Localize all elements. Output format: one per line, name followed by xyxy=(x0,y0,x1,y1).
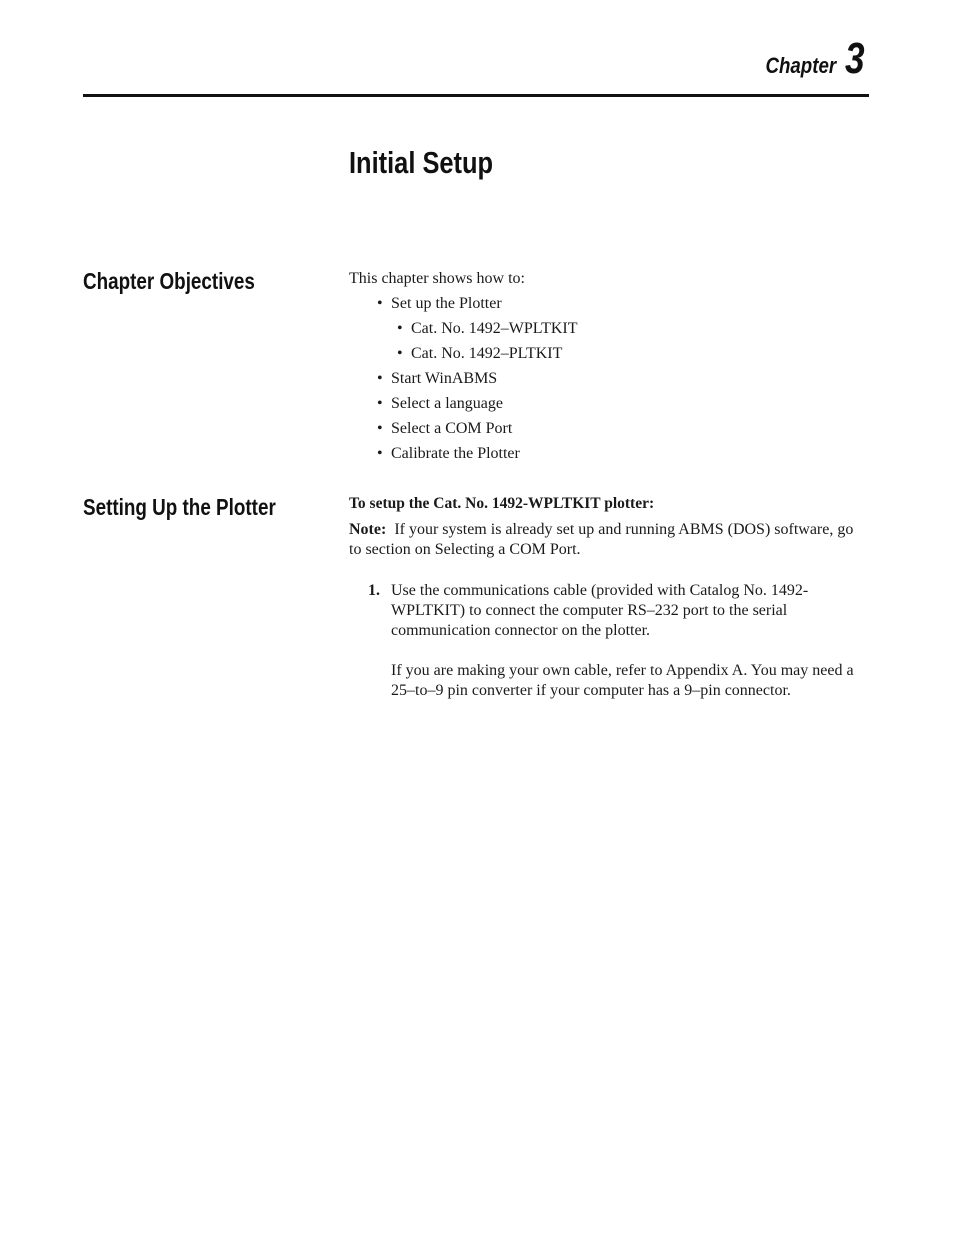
bullet-icon: • xyxy=(397,320,403,337)
bullet-icon: • xyxy=(377,295,383,312)
objectives-list xyxy=(349,294,869,469)
list-item: • Cat. No. 1492–PLTKIT xyxy=(397,345,563,362)
page-title: Initial Setup xyxy=(349,145,494,180)
setup-heading: Setting Up the Plotter xyxy=(83,494,276,520)
list-item: • Calibrate the Plotter xyxy=(377,445,520,462)
bullet-icon: • xyxy=(377,445,383,462)
objectives-intro: This chapter shows how to: xyxy=(349,270,525,287)
bullet-icon: • xyxy=(377,420,383,437)
procedure-title: To setup the Cat. No. 1492-WPLTKIT plotter: xyxy=(349,495,655,512)
objectives-section xyxy=(349,269,869,469)
list-item: • Cat. No. 1492–WPLTKIT xyxy=(397,320,578,337)
chapter-number: 3 xyxy=(844,34,865,83)
note-text: If your system is already set up and running ABMS (DOS) software, go to section on Selecting a COM Port. xyxy=(349,521,854,558)
bullet-icon: • xyxy=(397,345,403,362)
list-item: • Select a language xyxy=(377,395,503,412)
objectives-heading: Chapter Objectives xyxy=(83,268,255,294)
chapter-header xyxy=(753,34,869,84)
setup-section xyxy=(349,494,869,701)
list-item: • Start WinABMS xyxy=(377,370,498,387)
note-label: Note: xyxy=(349,521,387,538)
chapter-label: Chapter xyxy=(765,53,837,78)
header-rule xyxy=(83,94,869,97)
step-followup-text: If you are making your own cable, refer to Appendix A. You may need a 25–to–9 pin converter if your computer has a 9–pin connector. xyxy=(391,662,854,699)
list-item: • Select a COM Port xyxy=(377,420,513,437)
note-paragraph xyxy=(349,520,869,560)
bullet-icon: • xyxy=(377,395,383,412)
step-1 xyxy=(349,581,869,701)
bullet-icon: • xyxy=(377,370,383,387)
step-text: Use the communications cable (provided with Catalog No. 1492-WPLTKIT) to connect the computer RS–232 port to the serial communication connector on the plotter. xyxy=(391,582,809,639)
step-number: 1. xyxy=(368,582,380,599)
list-item: • Set up the Plotter xyxy=(377,295,502,312)
